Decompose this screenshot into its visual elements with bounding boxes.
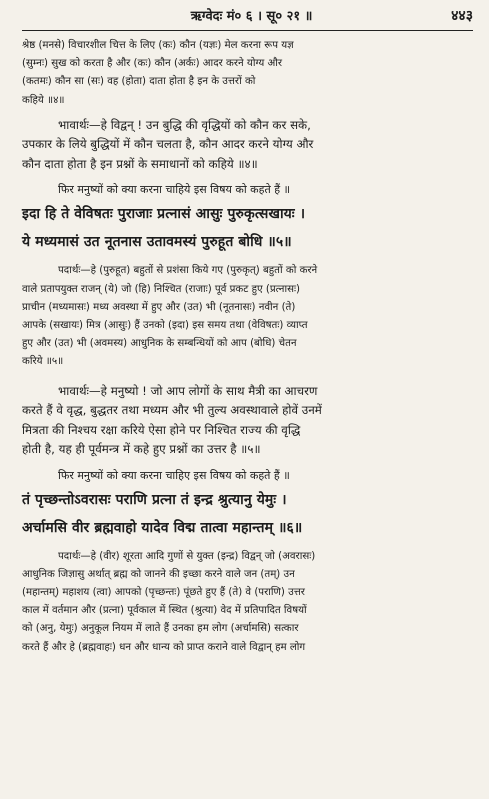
running-head: ऋग्वेदः मं० ६ । सू० २१ ॥ <box>190 9 313 24</box>
page-number: ४४३ <box>451 8 473 24</box>
para-line: वाले प्रतापयुक्त राजन् (ये) जो (हि) निश्चित (राजाः) पूर्व प्रकट हुए (प्रत्नासः) <box>22 283 301 295</box>
bhavartha-line: होती है, यह ही पूर्वमन्त्र में कहे हुए प्रश्नों का उत्तर है ॥५॥ <box>22 442 261 457</box>
bhavartha-block <box>22 382 473 460</box>
para-line: आधुनिक जिज्ञासु अर्थात् ब्रह्म को जानने की इच्छा करने वाले जन (तम्) उन <box>22 568 295 580</box>
para-line: (कतमः) कौन सा (सः) वह (होता) दाता होता है इन के उत्तरों को <box>22 76 256 88</box>
para-line: आपके (सखायः) मित्र (आसुः) हैं उनको (इदा) इस समय तथा (वेविषतः) व्याप्त <box>22 319 308 331</box>
header-rule <box>22 30 473 31</box>
para-block <box>22 262 473 371</box>
para-block <box>22 548 473 657</box>
para-line: पदार्थः—हे (वीर) शूरता आदि गुणों से युक्त (इन्द्र) विद्वन् जो (अवरासः) <box>58 550 316 562</box>
mantra-line: इदा हि ते वेविषतः पुराजाः प्रत्नासं आसुः पुरुकृत्सखायः । <box>22 206 306 223</box>
para-line: पदार्थः—हे (पुरुहूत) बहुतों से प्रशंसा किये गए (पुरुकृत्) बहुतों को करने <box>58 265 318 277</box>
para-line: को (अनु, येमुः) अनुकूल नियम में लाते हैं उनका हम लोग (अर्चामसि) सत्कार <box>22 623 299 635</box>
intro-block <box>22 180 473 200</box>
para-line: (महान्तम्) महाशय (त्वा) आपको (पृच्छन्तः) पूंछते हुए हैं (ते) वे (पराणि) उत्तर <box>22 586 305 598</box>
para-line: करते हैं और हे (ब्रह्मवाहः) धन और धान्य को प्राप्त कराने वाले विद्वान् हम लोग <box>22 641 306 653</box>
bhavartha-line: भावार्थः—हे मनुष्यो ! जो आप लोगों के साथ मैत्री का आचरण <box>58 383 318 398</box>
intro-line: फिर मनुष्यों को क्या करना चाहिये इस विषय को कहते हैं ॥ <box>58 183 291 197</box>
bhavartha-line: उपकार के लिये बुद्धियों में कौन चलता है, कौन आदर करने योग्य और <box>22 137 314 152</box>
page-header <box>22 6 473 28</box>
intro-block <box>22 466 473 486</box>
para-block <box>22 37 473 110</box>
intro-line: फिर मनुष्यों को क्या करना चाहिए इस विषय को कहते हैं ॥ <box>58 468 290 482</box>
para-line: हुए और (उत) भी (अवमस्य) आधुनिक के सम्बन्धियों को आप (बोधि) चेतन <box>22 338 297 350</box>
mantra-block <box>22 200 473 256</box>
mantra-block <box>22 486 473 542</box>
para-line: प्राचीन (मध्यमासः) मध्य अवस्था में हुए और (उत) भी (नूतनासः) नवीन (ते) <box>22 301 296 313</box>
para-line: श्रेष्ठ (मनसे) विचारशील चित्त के लिए (कः) कौन (यज्ञः) मेल करना रूप यज्ञ <box>22 40 294 51</box>
para-line: करिये ॥५॥ <box>22 356 64 368</box>
bhavartha-line: कौन दाता होता है इन प्रश्नों के समाधानों को कहिये ॥४॥ <box>22 156 258 171</box>
page-body <box>22 37 473 657</box>
para-line: (सुम्नः) सुख को करता है और (कः) कौन (अर्कः) आदर करने योग्य और <box>22 58 283 70</box>
bhavartha-line: मित्रता की निश्चय रक्षा करिये ऐसा होने पर निश्चित राज्य की वृद्धि <box>22 422 301 437</box>
mantra-line: अर्चामसि वीर ब्रह्मवाहो यादेव विद्म तात्वा महान्तम् ॥६॥ <box>22 519 303 536</box>
bhavartha-line: भावार्थः—हे विद्वन् ! उन बुद्धि की वृद्धियों को कौन कर सके, <box>58 117 311 132</box>
bhavartha-block <box>22 116 473 175</box>
mantra-line: तं पृच्छन्तोऽवरासः पराणि प्रत्ना तं इन्द्र श्रुत्यानु येमुः । <box>22 491 287 508</box>
bhavartha-line: करते हैं वे वृद्ध, बुद्धतर तथा मध्यम और भी तुल्य अवस्थावाले होवें उनमें <box>22 403 322 418</box>
para-line: काल में वर्तमान और (प्रत्ना) पूर्वकाल में स्थित (श्रुत्या) वेद में प्रतिपादित विषयों <box>22 605 307 617</box>
mantra-line: ये मध्यमासं उत नूतनास उतावमस्यं पुरुहूत बोधि ॥५॥ <box>22 234 292 251</box>
para-line: कहिये ॥४॥ <box>22 94 65 106</box>
